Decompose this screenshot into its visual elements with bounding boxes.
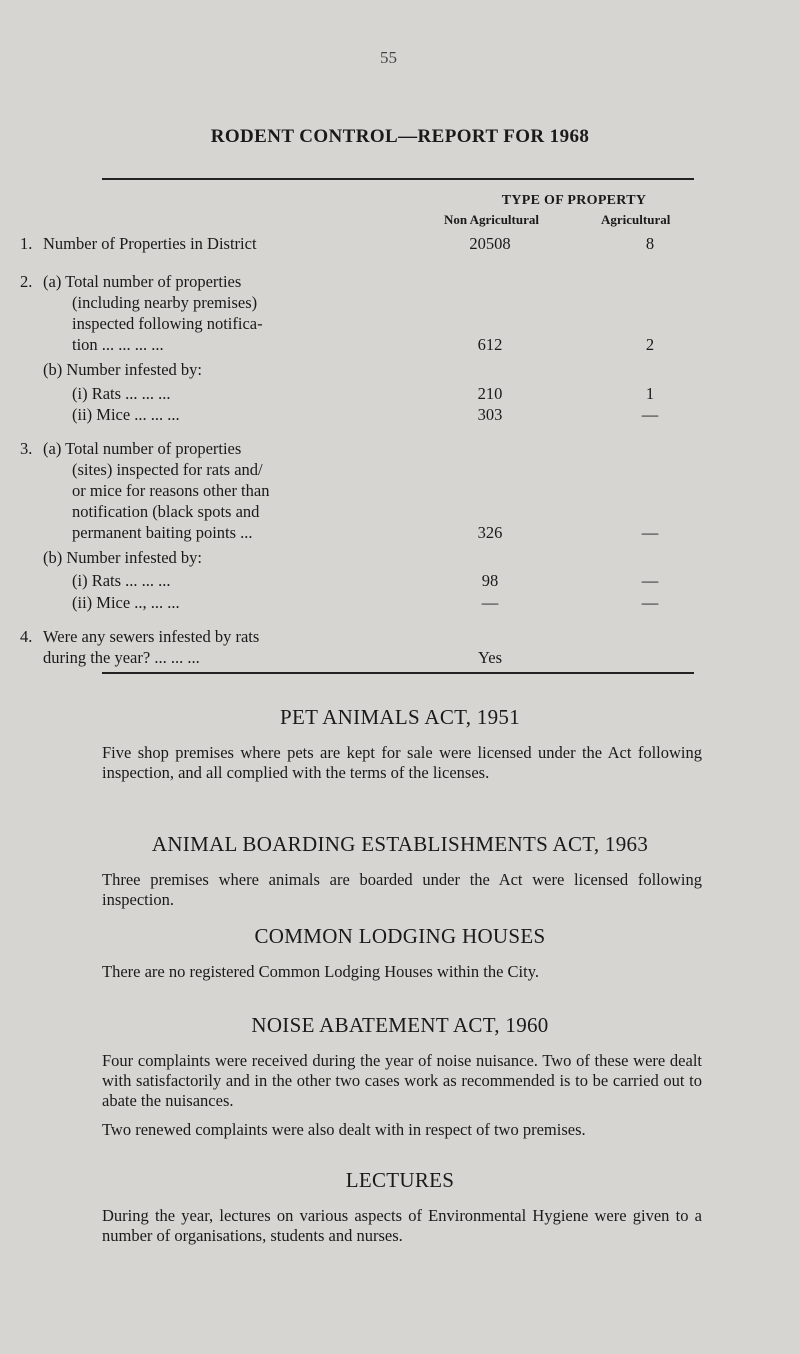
row-label: (b) Number infested by: <box>43 360 202 379</box>
row-label-line: notification (black spots and <box>72 502 260 521</box>
column-header-non-agricultural: Non Agricultural <box>444 212 539 227</box>
table-group-header: TYPE OF PROPERTY <box>501 193 647 208</box>
section-heading-noise-abatement: NOISE ABATEMENT ACT, 1960 <box>251 1013 549 1037</box>
cell-non-agricultural: 326 <box>477 523 503 542</box>
row-label-line: tion ... ... ... ... <box>72 335 164 354</box>
row-number: 4. <box>20 627 33 646</box>
cell-agricultural: 2 <box>645 335 655 354</box>
cell-non-agricultural: 210 <box>477 384 503 403</box>
section-paragraph: Three premises where animals are boarded under the Act were licensed following inspection. <box>102 870 702 909</box>
cell-agricultural: — <box>641 523 659 542</box>
row-label: Number of Properties in District <box>43 234 257 253</box>
section-paragraph: Five shop premises where pets are kept for sale were licensed under the Act following inspection, and all complied with the terms of the licenses. <box>102 743 702 782</box>
cell-agricultural: — <box>641 405 659 424</box>
column-header-agricultural: Agricultural <box>601 212 671 227</box>
row-label-line: inspected following notifica- <box>72 314 263 333</box>
row-label-line: (a) Total number of properties <box>43 439 242 458</box>
page-number: 55 <box>380 48 397 67</box>
row-label: (ii) Mice .., ... ... <box>72 593 180 612</box>
cell-non-agricultural: Yes <box>477 648 502 667</box>
row-number: 3. <box>20 439 33 458</box>
section-paragraph: Four complaints were received during the year of noise nuisance. Two of these were dealt with satisfactorily and in the other two cases work as recommended is to be carried out to abate the nuisances. <box>102 1051 702 1110</box>
row-number: 2. <box>20 272 33 291</box>
cell-non-agricultural: 612 <box>477 335 503 354</box>
row-label-line: Were any sewers infested by rats <box>43 627 260 646</box>
table-top-rule <box>102 178 694 180</box>
row-label-line: (sites) inspected for rats and/ <box>72 460 263 479</box>
cell-non-agricultural: — <box>481 593 499 612</box>
row-label: (b) Number infested by: <box>43 548 202 567</box>
table-bottom-rule <box>102 672 694 674</box>
row-label-line: during the year? ... ... ... <box>43 648 200 667</box>
section-paragraph: Two renewed complaints were also dealt with in respect of two premises. <box>102 1120 586 1139</box>
section-heading-animal-boarding: ANIMAL BOARDING ESTABLISHMENTS ACT, 1963 <box>151 832 649 856</box>
row-label: (i) Rats ... ... ... <box>72 571 171 590</box>
row-label-line: (including nearby premises) <box>72 293 258 312</box>
row-number: 1. <box>20 234 33 253</box>
cell-agricultural: — <box>641 593 659 612</box>
cell-agricultural: — <box>641 571 659 590</box>
section-paragraph: There are no registered Common Lodging Houses within the City. <box>102 962 540 981</box>
section-heading-common-lodging: COMMON LODGING HOUSES <box>254 924 546 948</box>
cell-agricultural: 1 <box>645 384 655 403</box>
report-title: RODENT CONTROL—REPORT FOR 1968 <box>210 126 590 147</box>
row-label: (ii) Mice ... ... ... <box>72 405 180 424</box>
section-heading-lectures: LECTURES <box>345 1168 455 1192</box>
row-label-line: permanent baiting points ... <box>72 523 253 542</box>
row-label: (i) Rats ... ... ... <box>72 384 171 403</box>
row-label-line: (a) Total number of properties <box>43 272 242 291</box>
cell-agricultural: 8 <box>645 234 655 253</box>
section-heading-pet-animals: PET ANIMALS ACT, 1951 <box>279 705 521 729</box>
row-label-line: or mice for reasons other than <box>72 481 270 500</box>
cell-non-agricultural: 20508 <box>469 234 511 253</box>
cell-non-agricultural: 303 <box>477 405 503 424</box>
section-paragraph: During the year, lectures on various aspects of Environmental Hygiene were given to a number of organisations, students and nurses. <box>102 1206 702 1245</box>
cell-non-agricultural: 98 <box>481 571 499 590</box>
